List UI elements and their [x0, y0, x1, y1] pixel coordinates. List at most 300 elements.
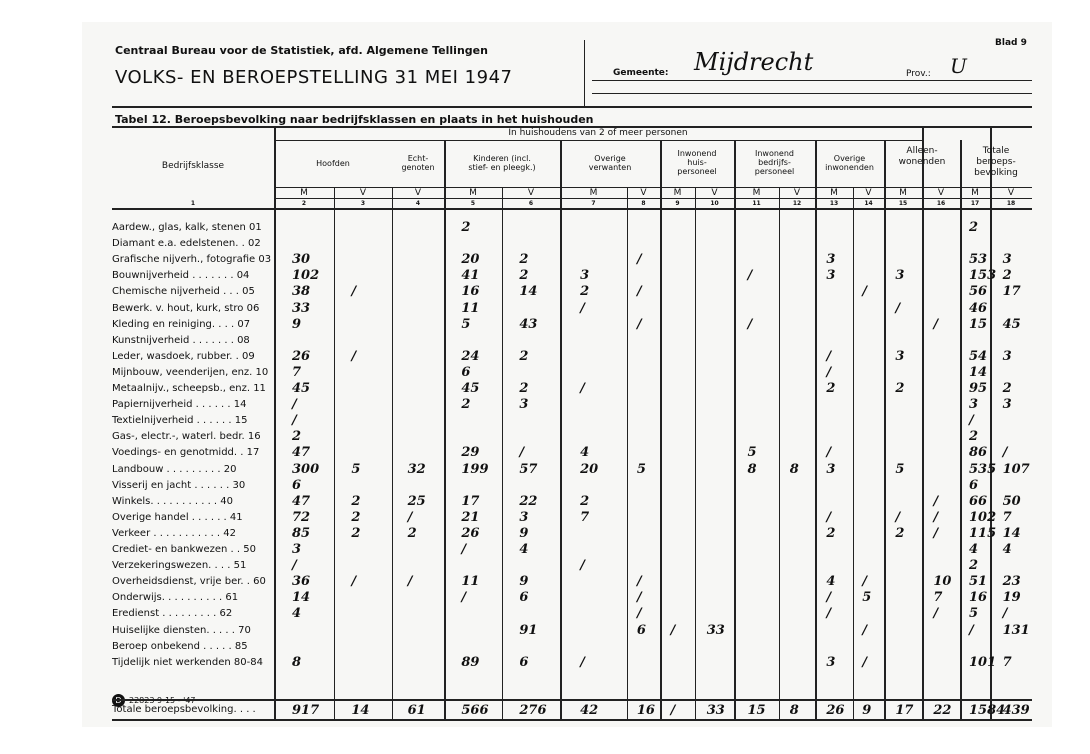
cell-value: 7	[292, 364, 302, 380]
form-code-text: 22823 9-15 - '47	[129, 696, 196, 705]
cell-value: 47	[292, 493, 311, 509]
cell-value: 535	[969, 461, 997, 477]
cell-value: /	[1002, 606, 1008, 622]
cell-value: 2	[519, 268, 529, 284]
cell-value: 2	[351, 493, 361, 509]
cell-value: 9	[292, 316, 302, 332]
header-line-1	[592, 80, 1032, 81]
cell-value: 9	[519, 525, 529, 541]
cell-value: 46	[969, 300, 988, 316]
total-value: 276	[519, 703, 547, 718]
cell-value: 2	[351, 509, 361, 525]
cell-value: 3	[826, 268, 836, 284]
gemeente-label: Gemeente:	[613, 68, 669, 78]
rule-bottom	[112, 719, 1032, 721]
mv-col-3: V	[359, 188, 367, 198]
cell-value: 23	[1002, 574, 1021, 590]
row-label: Eredienst . . . . . . . . . 62	[112, 608, 233, 620]
row-label: Crediet- en bankwezen . . 50	[112, 544, 256, 555]
cell-value: /	[636, 606, 642, 622]
cell-value: 2	[1002, 381, 1012, 396]
row-label: Metaalnijv., scheepsb., enz. 11	[112, 383, 266, 394]
total-value: 15	[747, 703, 766, 718]
cell-value: 2	[519, 381, 529, 396]
cell-value: 5	[636, 461, 646, 477]
vline-col-8	[660, 140, 662, 719]
total-value: 439	[1002, 703, 1030, 718]
total-value: 566	[461, 703, 489, 718]
mv-col-8: V	[640, 188, 647, 198]
header-divider	[584, 40, 585, 106]
cell-value: 8	[747, 461, 757, 477]
cell-value: 36	[292, 574, 311, 590]
cell-value: /	[826, 348, 832, 364]
mv-col-9: M	[673, 188, 682, 198]
total-value: 917	[292, 703, 320, 718]
cell-value: 5	[461, 316, 471, 332]
cell-value: 15	[969, 316, 988, 332]
total-value: /	[670, 703, 676, 718]
header-alleenwonenden-line: Alleen-	[906, 146, 938, 156]
cell-value: /	[580, 300, 585, 316]
cell-value: 2	[461, 220, 471, 235]
header-kinderen	[444, 154, 560, 172]
mv-col-6: V	[527, 188, 535, 198]
cell-value: 8	[789, 461, 799, 477]
cell-value: 2	[826, 381, 836, 396]
cell-value: 7	[1002, 509, 1012, 525]
cell-value: /	[747, 316, 753, 332]
mv-col-13: M	[830, 188, 838, 198]
cell-value: /	[895, 300, 901, 316]
total-value: 16	[636, 703, 655, 718]
cell-value: 3	[895, 348, 905, 364]
cell-value: 3	[292, 542, 302, 557]
cell-value: /	[862, 574, 868, 590]
cell-value: 4	[969, 542, 979, 557]
cell-value: 6	[969, 477, 979, 493]
header-overige-inwonenden-line: inwonenden	[825, 163, 874, 172]
cell-value: 72	[292, 509, 311, 525]
cell-value: 2	[969, 429, 979, 445]
cell-value: 6	[519, 654, 529, 670]
cell-value: /	[969, 622, 974, 638]
cell-value: 2	[580, 493, 590, 509]
vline-col-3	[392, 187, 393, 719]
header-kinderen-line: Kinderen (incl.	[473, 154, 531, 163]
cell-value: 4	[826, 574, 836, 590]
vline-col-15	[922, 126, 924, 719]
total-value: 22	[933, 703, 952, 718]
cell-value: /	[969, 413, 974, 429]
col-number-3: 3	[360, 200, 366, 207]
col-number-6: 6	[528, 200, 534, 207]
header-overige-verwanten-line: verwanten	[588, 163, 632, 172]
header-echtgenoten-line: Echt-	[407, 154, 429, 163]
cell-value: /	[292, 413, 297, 429]
cbs-logo-icon: D	[112, 694, 125, 707]
cell-value: 33	[292, 300, 311, 316]
row-label: Leder, wasdoek, rubber. . 09	[112, 350, 255, 362]
cell-value: 3	[1002, 252, 1012, 268]
cell-value: 66	[969, 493, 988, 509]
rule-top	[112, 106, 1032, 108]
blad-number: Blad 9	[995, 38, 1027, 48]
cell-value: 2	[519, 348, 529, 364]
cell-value: /	[351, 348, 357, 364]
header-totale	[960, 146, 1032, 179]
cell-value: 16	[461, 284, 480, 300]
row-label: Bewerk. v. hout, kurk, stro 06	[112, 302, 260, 314]
cell-value: 51	[969, 574, 988, 590]
vline-col-6	[560, 140, 562, 719]
mv-col-14: V	[865, 188, 872, 198]
header-bedrijfsklasse: Bedrijfsklasse	[161, 161, 225, 171]
cell-value: /	[461, 542, 467, 557]
cell-value: 17	[461, 493, 480, 509]
cell-value: 3	[519, 397, 529, 413]
cell-value: /	[636, 590, 642, 606]
header-alleenwonenden-line: wonenden	[898, 157, 946, 167]
cell-value: 14	[519, 284, 538, 300]
col-number-7: 7	[591, 200, 596, 207]
cell-value: 199	[461, 461, 489, 477]
cell-value: 11	[461, 574, 480, 590]
col-number-9: 9	[675, 200, 680, 207]
cell-value: 8	[292, 654, 302, 670]
vline-col-2	[334, 187, 335, 719]
cell-value: 3	[826, 461, 836, 477]
cell-value: /	[826, 590, 832, 606]
cell-value: 102	[969, 509, 997, 525]
cell-value: 54	[969, 348, 988, 364]
vline-col-17	[990, 126, 992, 719]
vline-col-16	[960, 140, 962, 719]
row-label: Winkels. . . . . . . . . . . 40	[112, 495, 234, 507]
col-number-10: 10	[710, 200, 719, 207]
cell-value: 3	[1002, 397, 1012, 413]
col-number-4: 4	[415, 200, 421, 207]
cell-value: 89	[461, 654, 480, 670]
cell-value: /	[670, 622, 676, 638]
header-bedrijfspersoneel-line: personeel	[754, 167, 795, 176]
cell-value: 7	[933, 590, 943, 606]
total-value: 1584	[969, 703, 1006, 718]
form-title: VOLKS- EN BEROEPSTELLING 31 MEI 1947	[115, 67, 513, 88]
cell-value: 7	[1002, 654, 1012, 670]
row-label: Gas-, electr.-, waterl. bedr. 16	[112, 431, 261, 443]
cell-value: 2	[461, 397, 471, 413]
cell-value: /	[292, 558, 297, 574]
vline-col-7	[627, 187, 628, 719]
header-line-2	[592, 93, 1032, 94]
cell-value: 24	[461, 348, 480, 364]
header-in-huishoudens: In huishoudens van 2 of meer personen	[508, 128, 688, 138]
mv-col-17: M	[971, 188, 979, 198]
cell-value: 101	[969, 654, 997, 670]
total-value: 14	[351, 703, 370, 718]
cell-value: 3	[826, 654, 836, 670]
row-label: Landbouw . . . . . . . . . 20	[112, 463, 237, 475]
row-label: Papiernijverheid . . . . . . 14	[112, 399, 247, 411]
cell-value: 6	[292, 477, 302, 493]
cell-value: 5	[747, 445, 757, 461]
table-title: Tabel 12. Beroepsbevolking naar bedrijfsklassen en plaats in het huishouden	[115, 113, 594, 126]
cell-value: 5	[895, 461, 905, 477]
header-overige-inwonenden	[815, 154, 884, 172]
vline-col-12	[815, 140, 817, 719]
gemeente-value: Mijdrecht	[694, 48, 814, 76]
row-label: Kunstnijverheid . . . . . . . 08	[112, 334, 250, 346]
row-label: Chemische nijverheid . . . 05	[112, 286, 255, 298]
col-number-5: 5	[470, 200, 476, 207]
mv-col-15: M	[899, 188, 907, 198]
col-number-18: 18	[1006, 200, 1016, 207]
cell-value: 7	[580, 509, 590, 525]
col-number-8: 8	[641, 200, 646, 207]
cell-value: /	[519, 445, 525, 461]
cell-value: 2	[969, 220, 979, 235]
cell-value: 3	[826, 252, 836, 268]
cell-value: 6	[519, 590, 529, 606]
cell-value: 107	[1002, 461, 1030, 477]
cell-value: 32	[407, 461, 426, 477]
row-label: Onderwijs. . . . . . . . . . 61	[112, 592, 239, 604]
census-form	[82, 22, 1052, 727]
col-number-2: 2	[301, 200, 307, 207]
cell-value: 3	[1002, 348, 1012, 364]
cell-value: 29	[461, 445, 480, 461]
cell-value: /	[636, 316, 642, 332]
cell-value: 45	[1002, 316, 1021, 332]
cell-value: /	[826, 445, 832, 461]
cell-value: /	[351, 574, 357, 590]
header-kinderen-line: stief- en pleegk.)	[468, 163, 536, 172]
header-totale-line: beroeps-	[976, 157, 1016, 167]
rule-mv-bottom	[274, 198, 1032, 199]
cell-value: /	[826, 364, 832, 380]
total-value: 26	[826, 703, 845, 718]
cell-value: /	[580, 381, 585, 396]
row-label: Aardew., glas, kalk, stenen 01	[112, 222, 262, 233]
cell-value: 3	[895, 268, 905, 284]
mv-col-4: V	[414, 188, 422, 198]
cell-value: 2	[407, 525, 417, 541]
cell-value: 91	[519, 622, 538, 638]
cell-value: 115	[969, 525, 997, 541]
header-overige-verwanten	[560, 154, 660, 172]
cell-value: 53	[969, 252, 988, 268]
header-totale-line: Totale	[982, 146, 1010, 156]
total-label: Totale beroepsbevolking. . . .	[112, 704, 256, 715]
total-value: 42	[580, 703, 599, 718]
header-bedrijfspersoneel-line: bedrijfs-	[758, 158, 791, 167]
vline-col-11	[779, 187, 780, 719]
col-number-14: 14	[864, 200, 873, 207]
cell-value: /	[862, 622, 868, 638]
mv-col-10: V	[711, 188, 718, 198]
header-bedrijfspersoneel-line: Inwonend	[754, 149, 794, 158]
cell-value: /	[636, 252, 642, 268]
cell-value: 16	[969, 590, 988, 606]
cell-value: 17	[1002, 284, 1021, 300]
row-label: Verkeer . . . . . . . . . . . 42	[112, 527, 237, 539]
header-huispersoneel-line: huis-	[687, 158, 707, 167]
cell-value: 57	[519, 461, 538, 477]
cell-value: /	[747, 268, 753, 284]
header-bedrijfspersoneel	[734, 149, 815, 176]
row-label: Bouwnijverheid . . . . . . . 04	[112, 270, 250, 282]
col-number-16: 16	[936, 200, 946, 207]
cell-value: 30	[292, 252, 311, 268]
cell-value: /	[933, 493, 939, 509]
row-label: Verzekeringswezen. . . . 51	[112, 560, 247, 572]
cell-value: 2	[292, 429, 302, 445]
cell-value: 300	[292, 461, 320, 477]
cell-value: 3	[580, 268, 590, 284]
col-number-15: 15	[898, 200, 908, 207]
header-echtgenoten-line: genoten	[401, 163, 435, 172]
cell-value: 153	[969, 268, 997, 284]
cell-value: 19	[1002, 590, 1021, 606]
cell-value: 45	[461, 381, 480, 396]
cell-value: 33	[706, 622, 725, 638]
cell-value: 43	[519, 316, 538, 332]
cell-value: 11	[461, 300, 480, 316]
col-number-11: 11	[752, 200, 761, 207]
mv-col-7: M	[589, 188, 598, 198]
cell-value: 2	[895, 525, 905, 541]
header-huispersoneel	[660, 149, 734, 176]
cell-value: 26	[292, 348, 311, 364]
cell-value: 21	[461, 509, 480, 525]
cell-value: /	[933, 316, 939, 332]
cell-value: 14	[969, 364, 988, 380]
header-hoofden-line: Hoofden	[316, 159, 350, 168]
cell-value: 102	[292, 268, 320, 284]
header-huispersoneel-line: personeel	[677, 167, 717, 176]
cell-value: /	[292, 397, 297, 413]
header-echtgenoten	[392, 154, 444, 172]
cell-value: 4	[580, 445, 590, 461]
prov-value: U	[950, 54, 967, 78]
col-number-17: 17	[970, 200, 980, 207]
vline-col-14	[884, 140, 886, 719]
mv-col-11: M	[752, 188, 761, 198]
cell-value: /	[407, 509, 413, 525]
mv-col-12: V	[793, 188, 801, 198]
cell-value: 6	[636, 622, 646, 638]
col-number-13: 13	[829, 200, 839, 207]
cell-value: /	[826, 509, 832, 525]
cell-value: /	[862, 654, 868, 670]
mv-col-5: M	[469, 188, 477, 198]
cell-value: 14	[1002, 525, 1021, 541]
cell-value: 10	[933, 574, 952, 590]
cell-value: 20	[461, 252, 480, 268]
row-label: Mijnbouw, veenderijen, enz. 10	[112, 366, 269, 378]
header-overige-verwanten-line: Overige	[594, 154, 626, 163]
header-alleenwonenden	[884, 146, 960, 168]
cell-value: 6	[461, 364, 471, 380]
cell-value: 4	[1002, 542, 1012, 557]
cell-value: 4	[519, 542, 529, 557]
row-label: Diamant e.a. edelstenen. . 02	[112, 238, 261, 250]
cell-value: 50	[1002, 493, 1021, 509]
cell-value: 2	[826, 525, 836, 541]
cell-value: 95	[969, 381, 988, 396]
rule-group	[274, 140, 922, 141]
row-label: Beroep onbekend . . . . . 85	[112, 640, 248, 652]
cell-value: 4	[292, 606, 302, 622]
cell-value: 20	[580, 461, 599, 477]
cell-value: /	[636, 284, 642, 300]
cell-value: 47	[292, 445, 311, 461]
col-number-12: 12	[792, 200, 802, 207]
total-value: 8	[789, 703, 799, 718]
cell-value: /	[580, 558, 585, 574]
vline-col-5	[502, 187, 503, 719]
row-label: Visserij en jacht . . . . . . 30	[112, 479, 246, 491]
prov-label: Prov.:	[906, 69, 931, 79]
cell-value: 2	[351, 525, 361, 541]
total-value: 17	[895, 703, 914, 718]
cell-value: /	[933, 606, 939, 622]
cell-value: 2	[969, 558, 979, 574]
cell-value: 2	[895, 381, 905, 396]
rule-total	[112, 699, 1032, 701]
cell-value: /	[862, 284, 868, 300]
cell-value: 41	[461, 268, 480, 284]
total-value: 9	[862, 703, 872, 718]
header-hoofden	[274, 159, 392, 168]
header-totale-line: bevolking	[974, 168, 1018, 178]
vline-col-9	[695, 187, 696, 719]
cell-value: 3	[969, 397, 979, 413]
row-label: Overheidsdienst, vrije ber. . 60	[112, 576, 266, 588]
cell-value: 14	[292, 590, 311, 606]
row-label: Overige handel . . . . . . 41	[112, 511, 243, 523]
cell-value: 26	[461, 525, 480, 541]
cell-value: 45	[292, 381, 311, 396]
cell-value: 56	[969, 284, 988, 300]
bureau-name: Centraal Bureau voor de Statistiek, afd. Algemene Tellingen	[115, 44, 488, 57]
total-value: 61	[407, 703, 426, 718]
cell-value: 25	[407, 493, 426, 509]
cell-value: 5	[862, 590, 872, 606]
cell-value: /	[1002, 445, 1008, 461]
cell-value: /	[407, 574, 413, 590]
row-label: Grafische nijverh., fotografie 03	[112, 254, 272, 266]
total-value: 33	[706, 703, 725, 718]
mv-col-16: V	[937, 188, 945, 198]
mv-col-18: V	[1007, 188, 1015, 198]
cell-value: /	[636, 574, 642, 590]
cell-value: 5	[969, 606, 979, 622]
cell-value: /	[461, 590, 467, 606]
cell-value: /	[933, 509, 939, 525]
cell-value: /	[826, 606, 832, 622]
header-overige-inwonenden-line: Overige	[833, 154, 866, 163]
row-label: Tijdelijk niet werkenden 80-84	[112, 656, 263, 668]
mv-col-2: M	[300, 188, 308, 198]
vline-col-10	[734, 140, 736, 719]
cell-value: 131	[1002, 622, 1030, 638]
cell-value: 2	[519, 252, 529, 268]
cell-value: 38	[292, 284, 311, 300]
cell-value: 86	[969, 445, 988, 461]
cell-value: 9	[519, 574, 529, 590]
